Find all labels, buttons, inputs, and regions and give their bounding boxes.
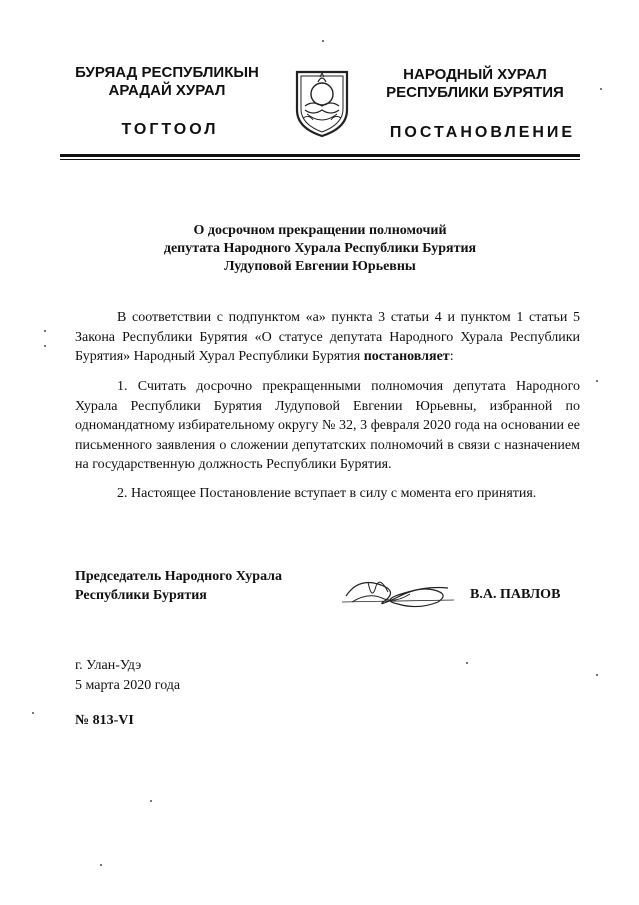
document-kind-buryat: ТОГТООЛ [121,121,219,138]
scan-speck [32,712,34,714]
signatory-position [75,567,282,605]
preamble-colon: : [449,349,454,364]
place-and-date [75,656,180,695]
header-right-line-1: НАРОДНЫЙ ХУРАЛ [403,66,547,83]
header-left-line-1: БУРЯАД РЕСПУБЛИКЫН [75,64,259,81]
title-line-3: Лудуповой Евгении Юрьевны [224,259,416,274]
scan-speck [44,330,46,332]
preamble-text: В соответствии с подпунктом «а» пункта 3 статьи 4 и пунктом 1 статьи 5 Закона Республики Бурятия «О статусе депутата Народного Хурала Республики Бурятия» Народный Хурал Республики Бурятия [75,310,580,364]
preamble-paragraph [75,308,580,367]
scan-speck [596,674,598,676]
document-number: № 813-VI [75,713,134,728]
date: 5 марта 2020 года [75,677,181,693]
header-divider-thick [60,154,580,157]
signatory-name: В.А. ПАВЛОВ [470,587,561,602]
document-title [60,222,580,276]
signatory-position-line-2: Республики Бурятия [75,588,207,603]
title-line-2: депутата Народного Хурала Республики Бурятия [163,241,477,256]
scan-speck [466,662,468,664]
scan-speck [600,88,602,90]
header-right-line-2: РЕСПУБЛИКИ БУРЯТИЯ [386,84,564,101]
document-kind-russian: ПОСТАНОВЛЕНИЕ [389,124,576,141]
coat-of-arms-emblem [293,66,351,138]
scan-speck [100,864,102,866]
signatory-position-line-1: Председатель Народного Хурала [75,569,283,584]
header-divider-thin [60,159,580,160]
header-left-organization [62,64,272,100]
scan-speck [150,800,152,802]
header-left-line-2: АРАДАЙ ХУРАЛ [108,82,226,99]
header-right-organization [370,66,580,102]
scan-speck [596,380,598,382]
scan-speck [322,40,324,42]
title-line-1: О досрочном прекращении полномочий [193,223,447,238]
handwritten-signature [338,572,458,612]
clause-1-paragraph: 1. Считать досрочно прекращенными полномочия депутата Народного Хурала Республики Бурятия Лудуповой Евгении Юрьевны, избранной по одномандатному избирательному округу № 32, 3 февраля 2020 года на основании ее письменного заявления о сложении депутатских полномочий в связи с назначением на государственную должность Республики Бурятия. [75,379,580,472]
clause-2-paragraph: 2. Настоящее Постановление вступает в силу с момента его принятия. [117,486,537,501]
city: г. Улан-Удэ [75,658,142,673]
resolves-keyword: постановляет [363,349,450,364]
scan-speck [44,345,46,347]
